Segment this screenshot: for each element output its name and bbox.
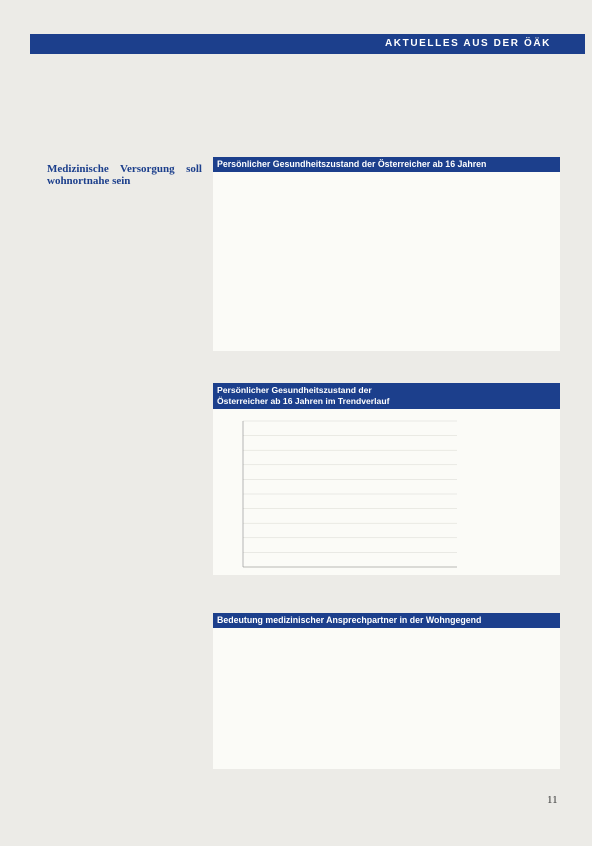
page-number: 11 (547, 794, 558, 806)
figure-health-status-chart (213, 172, 560, 351)
section-header-band (30, 34, 585, 54)
figure-title: Bedeutung medizinischer Ansprechpartner in der Wohngegend (217, 615, 482, 625)
figure-source-note (577, 670, 587, 765)
figure-source-note (577, 255, 587, 350)
figure-contact-importance (213, 613, 560, 769)
figure-health-status-trend (213, 383, 560, 575)
figure-health-status-table (213, 157, 560, 351)
article-column (47, 154, 202, 196)
section-header-title: AKTUELLES AUS DER ÖÄK (384, 38, 551, 49)
figure-trend-chart (213, 409, 560, 575)
article-subheading: Medizinische Versorgung soll wohnortnahe sein (47, 163, 202, 187)
figure-title: Persönlicher Gesundheitszustand der Österreicher ab 16 Jahren (217, 159, 487, 169)
figure-contact-importance-chart (213, 628, 560, 769)
figure-source-note (577, 470, 587, 565)
figure-title-line-1: Persönlicher Gesundheitszustand der (217, 385, 372, 395)
figure-title-line-2: Österreicher ab 16 Jahren im Trendverlauf (217, 396, 390, 406)
